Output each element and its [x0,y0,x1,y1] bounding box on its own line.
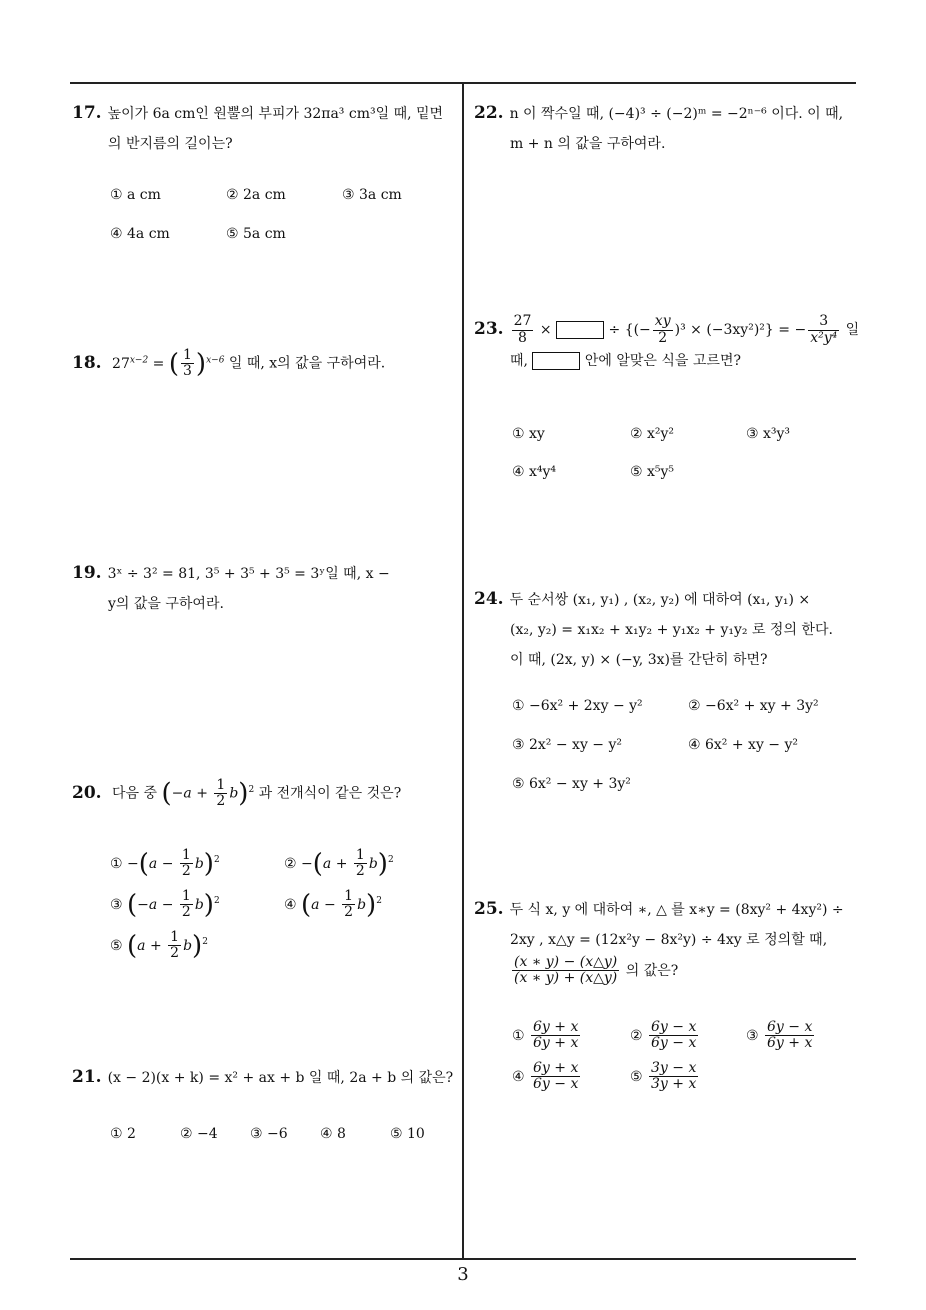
fraction: $\frac{3}{\text{x²y⁴}}$ [810,313,838,346]
fraction: $\frac{(x ∗ y) - (x\triangle y)}{(x ∗ y) + (x\triangle y)}$ [514,954,618,987]
question-text: 이 때, (2x, y) × (−y, 3x)를 간단히 하면? [510,652,768,668]
answer-option-1[interactable]: ① 2 [110,1126,136,1142]
question-number: 25. [474,899,504,919]
answer-option-1[interactable]: ① −6x² + 2xy − y² [512,698,643,714]
question-text: n 이 짝수일 때, (−4)³ ÷ (−2)ᵐ = −2ⁿ⁻⁶ 이다. 이 때, [509,106,844,122]
question-20: 20. 다음 중 (−a + $\frac{1}{2}$ b)$^2$ 과 전개식이 같은 것은? [72,776,402,810]
question-17 [72,98,457,159]
question-number: 23. [474,319,504,339]
question-text: 과 전개식이 같은 것은? [254,785,402,802]
answer-option-4[interactable]: ④ (a − $\frac{1}{2}$ b)$^2$ [284,888,382,921]
question-text: 2xy , x△y = (12x²y − 8x²y) ÷ 4xy 로 정의할 때, [510,932,828,948]
question-number: 22. [474,103,504,123]
answer-option-3[interactable]: ③ 3a cm [342,187,402,203]
answer-option-4[interactable]: ④ $\frac{6y + x}{6y - x}$ [512,1060,579,1093]
answer-option-3[interactable]: ③ $\frac{6y - x}{6y + x}$ [746,1019,813,1052]
answer-option-4[interactable]: ④ 4a cm [110,226,170,242]
operator: ÷ [604,322,625,338]
exponent: 2 [248,785,255,795]
answer-option-1[interactable]: ① xy [512,426,545,442]
question-text: 두 식 x, y 에 대하여 ∗, △ 를 x∗y = (8xy² + 4xy²) ÷ [509,902,844,918]
answer-option-1[interactable]: ① −(a − $\frac{1}{2}$ b)$^2$ [110,847,220,880]
question-text: 3ˣ ÷ 3² = 81, 3⁵ + 3⁵ + 3⁵ = 3ʸ일 때, x − [107,566,390,582]
math-term: −a + [171,785,213,802]
answer-option-2[interactable]: ② −4 [180,1126,218,1142]
blank-box[interactable] [556,321,604,339]
answer-option-5[interactable]: ⑤ x⁵y⁵ [630,464,675,480]
question-number: 20. [72,782,102,803]
exponent: x−2 [129,355,149,365]
question-text: 일 때, x의 값을 구하여라. [228,355,386,372]
question-25 [474,894,864,987]
fraction: $\frac{1}{2}$ [216,776,226,810]
question-text: 다음 중 [112,785,158,802]
math-expression: $27^{x-2}$ = ( $\frac{1}{3}$ )$^{x-6}$ [112,346,225,380]
question-number: 18. [72,352,102,373]
answer-option-5[interactable]: ⑤ 5a cm [226,226,286,242]
question-text: 높이가 6a cm인 원뿔의 부피가 32πa³ cm³일 때, 밑면 [107,106,444,122]
fraction: $\frac{27}{8}$ [513,313,532,346]
math-term: )³ × (−3xy²)²} = − [674,322,807,338]
blank-box[interactable] [532,352,580,370]
question-22 [474,98,859,159]
question-text: m + n 의 값을 구하여라. [510,136,666,152]
answer-option-2[interactable]: ② $\frac{6y - x}{6y - x}$ [630,1019,697,1052]
question-number: 21. [72,1067,102,1087]
fraction: $\frac{xy}{2}$ [654,313,671,346]
answer-option-1[interactable]: ① a cm [110,187,161,203]
column-divider [462,82,464,1259]
question-23 [474,314,864,376]
answer-option-5[interactable]: ⑤ $\frac{3y - x}{3y + x}$ [630,1060,697,1093]
answer-option-3[interactable]: ③ −6 [250,1126,288,1142]
page-number: 3 [457,1264,469,1285]
question-19 [72,558,457,619]
exponent: x−6 [206,355,225,365]
question-text: (x − 2)(x + k) = x² + ax + b 일 때, 2a + b 의 값은? [107,1070,454,1086]
answer-option-2[interactable]: ② −(a + $\frac{1}{2}$ b)$^2$ [284,847,394,880]
answer-option-4[interactable]: ④ x⁴y⁴ [512,464,557,480]
math-term: {(− [624,322,651,338]
question-number: 24. [474,589,504,609]
answer-option-5[interactable]: ⑤ 6x² − xy + 3y² [512,776,631,792]
equals: = [148,355,169,372]
answer-option-4[interactable]: ④ 6x² + xy − y² [688,737,799,753]
answer-option-1[interactable]: ① $\frac{6y + x}{6y + x}$ [512,1019,579,1052]
question-text: 의 값은? [621,962,679,979]
question-text: 때, [510,352,528,369]
question-number: 17. [72,103,102,123]
answer-option-5[interactable]: ⑤ (a + $\frac{1}{2}$ b)$^2$ [110,929,208,962]
question-text: 두 순서쌍 (x₁, y₁) , (x₂, y₂) 에 대하여 (x₁, y₁) × [509,592,811,608]
question-text: 의 반지름의 길이는? [108,136,233,152]
fraction: $\frac{1}{3}$ [183,346,192,380]
question-21 [72,1062,457,1093]
question-text: 일 [841,322,860,338]
base: 27 [112,355,130,372]
question-18 [72,345,457,380]
answer-option-2[interactable]: ② 2a cm [226,187,286,203]
operator: × [535,322,557,338]
answer-option-2[interactable]: ② −6x² + xy + 3y² [688,698,819,714]
question-text: 안에 알맞은 식을 고르면? [580,352,741,369]
answer-option-4[interactable]: ④ 8 [320,1126,346,1142]
answer-option-3[interactable]: ③ (−a − $\frac{1}{2}$ b)$^2$ [110,888,220,921]
question-number: 19. [72,563,102,583]
answer-option-5[interactable]: ⑤ 10 [390,1126,425,1142]
answer-option-3[interactable]: ③ 2x² − xy − y² [512,737,623,753]
question-text: y의 값을 구하여라. [108,596,224,612]
answer-option-2[interactable]: ② x²y² [630,426,675,442]
question-text: (x₂, y₂) = x₁x₂ + x₁y₂ + y₁x₂ + y₁y₂ 로 정의 한다. [510,622,833,638]
math-term: b [229,785,239,802]
bottom-rule [70,1258,856,1260]
answer-option-3[interactable]: ③ x³y³ [746,426,791,442]
question-24 [474,584,864,675]
